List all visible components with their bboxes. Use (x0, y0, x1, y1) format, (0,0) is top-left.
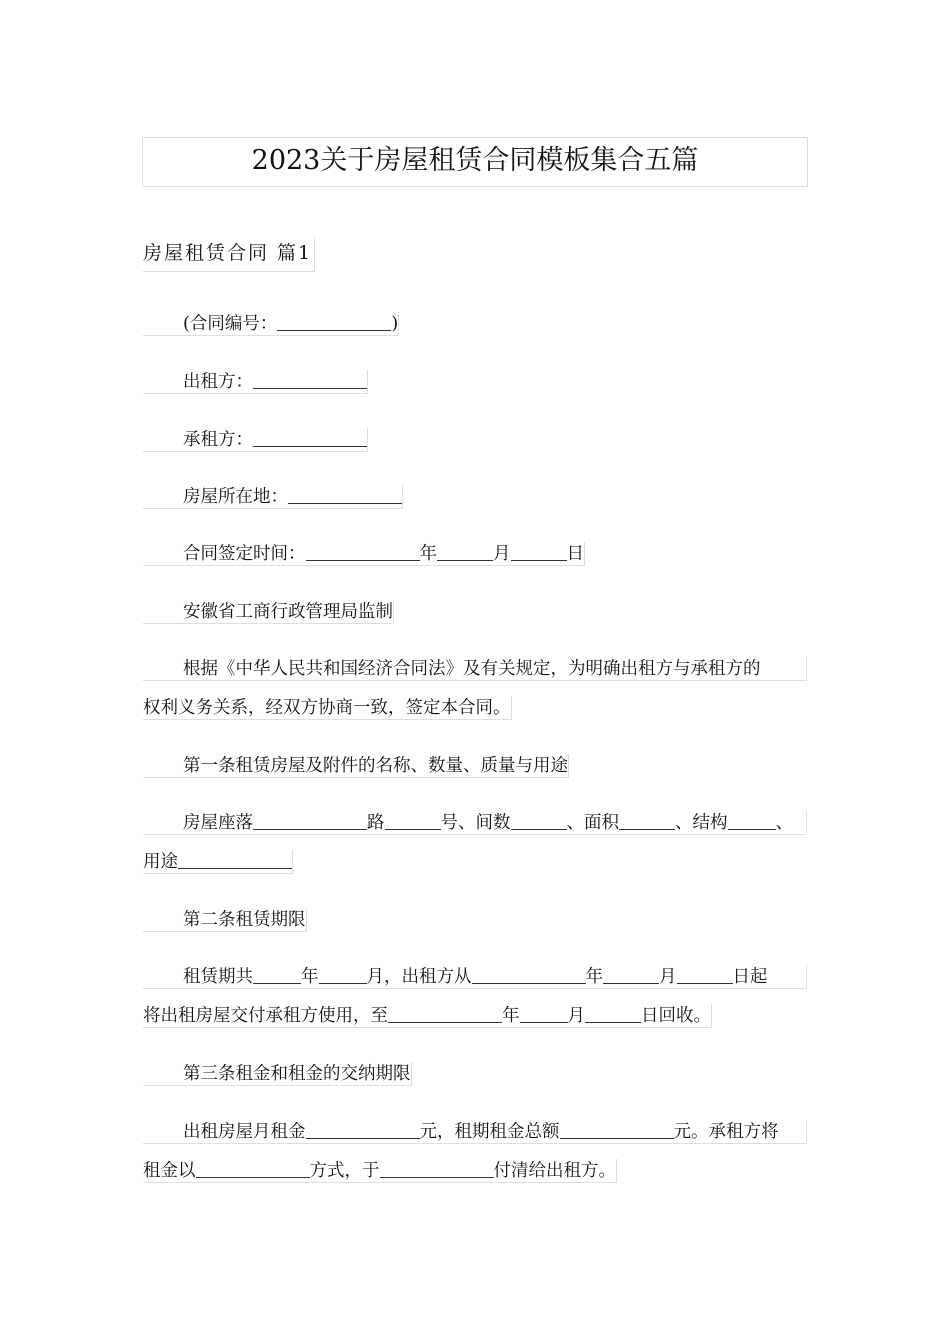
intro-text-2: 权利义务关系，经双方协商一致，签定本合同。 (143, 698, 511, 718)
text: 元，租期租金总额 (419, 1122, 560, 1142)
text: 租赁期共 (183, 967, 253, 987)
location-line (143, 485, 403, 509)
text: 租金以 (143, 1161, 196, 1181)
text: 路 (367, 813, 385, 833)
blank (511, 811, 567, 830)
blank (178, 850, 292, 869)
text: 、 (775, 813, 793, 833)
lessor-blank (253, 370, 367, 389)
supervisor-line (143, 600, 394, 624)
article3-title (143, 1062, 412, 1086)
text: 年 (502, 1006, 520, 1026)
text: 月 (659, 967, 677, 987)
blank (380, 1159, 494, 1178)
blank (472, 965, 586, 984)
text: 月 (567, 1006, 585, 1026)
article3-line-1 (143, 1120, 807, 1144)
sign-date-line (143, 542, 585, 566)
blank (619, 811, 675, 830)
blank (511, 542, 567, 561)
text: 出租房屋月租金 (183, 1122, 306, 1142)
article2-line-1 (143, 965, 807, 989)
intro-line-2 (143, 696, 512, 720)
text: 房屋座落 (183, 813, 253, 833)
blank (253, 811, 367, 830)
lessee-line (143, 428, 368, 452)
contract-number-label: (合同编号： (183, 314, 278, 334)
contract-number-blank (277, 312, 391, 331)
text: 年 (301, 967, 319, 987)
lessee-blank (253, 428, 367, 447)
blank (306, 1120, 420, 1139)
article2-line-2 (143, 1004, 712, 1028)
blank (520, 1004, 568, 1023)
intro-line-1 (143, 657, 807, 681)
blank (603, 965, 659, 984)
blank (677, 965, 733, 984)
text: 年 (585, 967, 603, 987)
day-label: 日 (566, 544, 584, 564)
blank (437, 542, 493, 561)
blank (560, 1120, 674, 1139)
article1-title (143, 754, 569, 778)
article1-line-2 (143, 850, 293, 874)
text: 用途 (143, 852, 178, 872)
blank (585, 1004, 641, 1023)
blank (306, 542, 420, 561)
contract-number-line (143, 312, 399, 336)
location-label: 房屋所在地： (183, 487, 288, 507)
blank (196, 1159, 310, 1178)
blank (388, 1004, 502, 1023)
document-title: 2023关于房屋租赁合同模板集合五篇 (142, 137, 808, 187)
text: 日回收。 (641, 1006, 711, 1026)
text: 日起 (732, 967, 768, 987)
lessor-label: 出租方： (183, 372, 253, 392)
text: 元。承租方将 (673, 1122, 779, 1142)
article1-title-text: 第一条租赁房屋及附件的名称、数量、质量与用途 (183, 756, 568, 776)
article3-line-2 (143, 1159, 617, 1183)
supervisor-text: 安徽省工商行政管理局监制 (183, 602, 393, 622)
text: 、面积 (566, 813, 619, 833)
text: 将出租房屋交付承租方使用，至 (143, 1006, 388, 1026)
text: 月，出租方从 (366, 967, 472, 987)
intro-text-1: 根据《中华人民共和国经济合同法》及有关规定，为明确出租方与承租方的 (183, 659, 761, 679)
text: 号、间数 (440, 813, 511, 833)
year-label: 年 (419, 544, 437, 564)
blank (728, 811, 776, 830)
article3-title-text: 第三条租金和租金的交纳期限 (183, 1064, 411, 1084)
sign-date-label: 合同签定时间： (183, 544, 306, 564)
article2-title-text: 第二条租赁期限 (183, 910, 306, 930)
section-heading: 房屋租赁合同 篇1 (143, 238, 315, 272)
blank (253, 965, 301, 984)
article1-line-1 (143, 811, 807, 835)
month-label: 月 (493, 544, 511, 564)
text: 方式，于 (309, 1161, 380, 1181)
text: 付清给出租方。 (493, 1161, 616, 1181)
text: 、结构 (675, 813, 728, 833)
lessor-line (143, 370, 368, 394)
lessee-label: 承租方： (183, 430, 253, 450)
location-blank (288, 485, 402, 504)
blank (319, 965, 367, 984)
blank (385, 811, 441, 830)
contract-number-close: ) (391, 314, 399, 334)
article2-title (143, 908, 307, 932)
